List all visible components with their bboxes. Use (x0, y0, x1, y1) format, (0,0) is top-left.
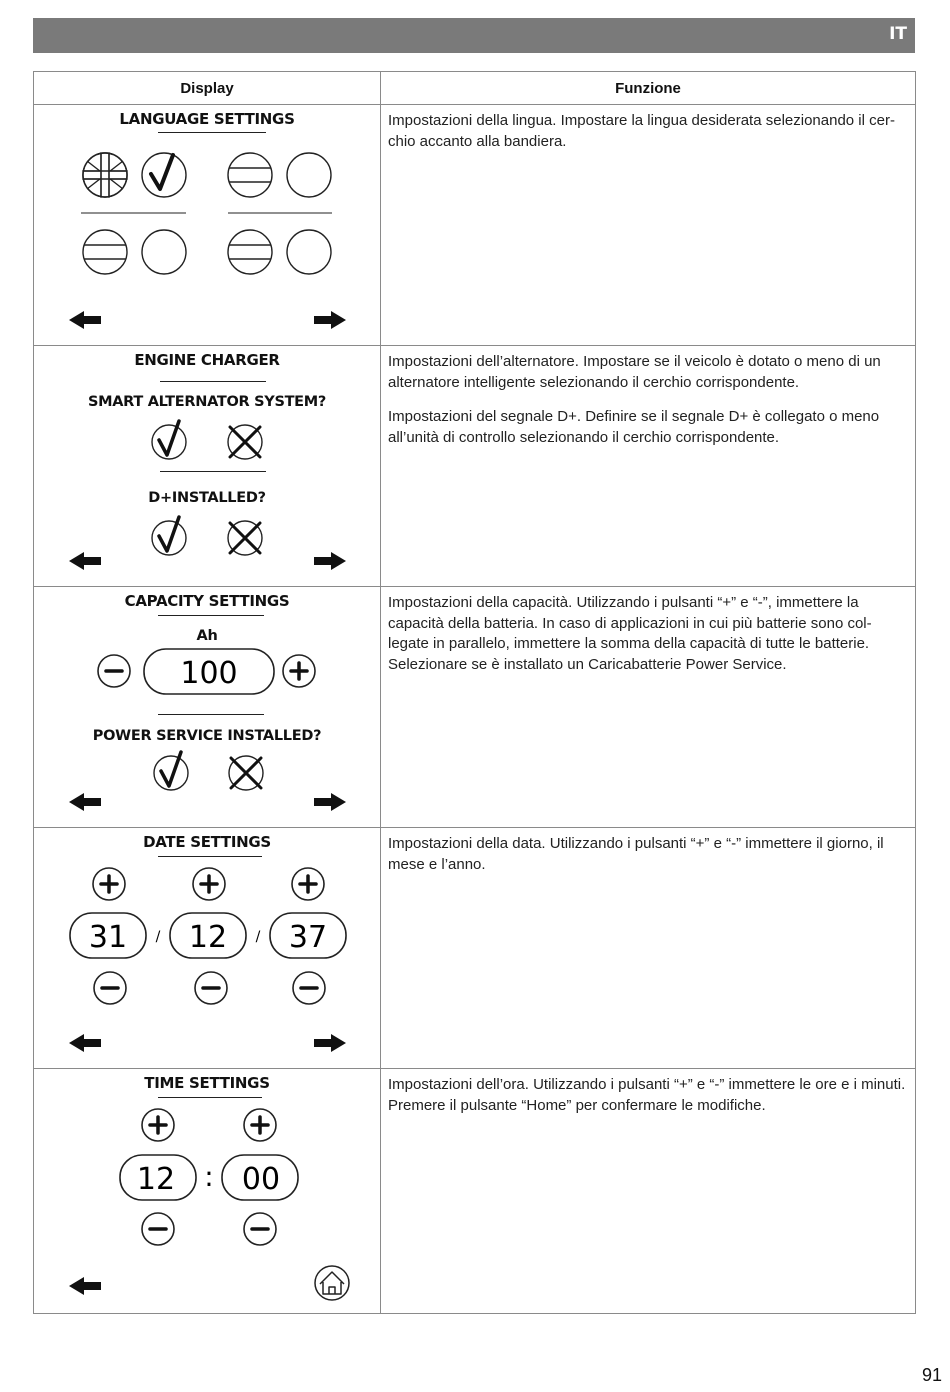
plus-button[interactable] (283, 655, 315, 687)
function-text: Impostazioni dell’ora. Utilizzando i pulsanti “+” e “-” immettere le ore e i minuti. Premere il pulsante “Home” per confermare le modifiche. (388, 1076, 906, 1114)
language-code: IT (889, 24, 907, 44)
column-header-function: Funzione (381, 72, 916, 105)
uk-flag-icon (83, 153, 127, 197)
flag-icon (228, 153, 272, 197)
no-cross-icon[interactable] (229, 756, 263, 790)
capacity-value: 100 (180, 656, 238, 691)
hours-plus-button[interactable] (142, 1109, 174, 1141)
flag-icon (83, 230, 127, 274)
radio-circle[interactable] (142, 230, 186, 274)
date-panel-graphics (34, 828, 381, 1062)
power-service-question: POWER SERVICE INSTALLED? (92, 728, 322, 744)
language-panel-graphics (34, 105, 381, 339)
time-settings-function (381, 1069, 916, 1314)
panel-title: TIME SETTINGS (144, 1074, 270, 1092)
radio-circle[interactable] (287, 230, 331, 274)
day-value: 31 (88, 920, 128, 955)
hours-value: 12 (136, 1162, 176, 1197)
function-text: Impostazioni della capacità. Utilizzando i pulsanti “+” e “-”, immettere la capacità della batteria. In caso di applicazioni in cui più batterie sono col-legate in parallelo, immettere la somma della capacità di tutte le batterie. Selezionare se è installato un Caricabatterie Power Service. (388, 594, 872, 673)
date-separator: / (155, 929, 161, 945)
year-plus-button[interactable] (292, 868, 324, 900)
capacity-panel-graphics (34, 587, 381, 821)
function-table (33, 71, 916, 1314)
arrow-right-icon[interactable] (314, 1034, 346, 1052)
smart-alternator-question: SMART ALTERNATOR SYSTEM? (87, 394, 327, 410)
arrow-left-icon[interactable] (69, 793, 101, 811)
engine-panel-graphics (34, 346, 381, 580)
function-text: Impostazioni della data. Utilizzando i pulsanti “+” e “-” immettere il giorno, il mese e l’anno. (388, 835, 884, 873)
no-cross-icon[interactable] (228, 521, 262, 555)
no-cross-icon[interactable] (228, 425, 262, 459)
date-settings-display (34, 828, 381, 1069)
time-panel-graphics (34, 1069, 381, 1307)
home-icon[interactable] (315, 1266, 349, 1300)
function-text: Impostazioni dell’alternatore. Impostare se il veicolo è dotato o meno di un alternatore intelligente selezionando il cerchio corrispondente. (388, 353, 881, 391)
arrow-right-icon[interactable] (314, 552, 346, 570)
arrow-left-icon[interactable] (69, 311, 101, 329)
arrow-right-icon[interactable] (314, 793, 346, 811)
language-settings-function (381, 105, 916, 346)
arrow-left-icon[interactable] (69, 552, 101, 570)
column-header-display: Display (34, 72, 381, 105)
month-plus-button[interactable] (193, 868, 225, 900)
yes-check-icon[interactable] (152, 517, 186, 555)
arrow-right-icon[interactable] (314, 311, 346, 329)
page-number: 91 (921, 1365, 942, 1385)
d-plus-question: D+INSTALLED? (148, 490, 266, 506)
header-bar (33, 18, 915, 53)
arrow-left-icon[interactable] (69, 1034, 101, 1052)
capacity-settings-function (381, 587, 916, 828)
time-settings-display (34, 1069, 381, 1314)
year-value: 37 (288, 920, 328, 955)
date-separator: / (255, 929, 261, 945)
table-row (34, 1069, 916, 1314)
engine-charger-function (381, 346, 916, 587)
arrow-left-icon[interactable] (69, 1277, 101, 1295)
radio-circle[interactable] (287, 153, 331, 197)
minus-button[interactable] (98, 655, 130, 687)
panel-title: ENGINE CHARGER (134, 351, 280, 369)
capacity-unit: Ah (196, 628, 218, 644)
panel-title: DATE SETTINGS (143, 833, 271, 851)
flag-icon (228, 230, 272, 274)
function-text: Impostazioni del segnale D+. Definire se il segnale D+ è collegato o meno all’unità di controllo selezionando il cerchio corrispondente. (388, 408, 880, 446)
panel-title: LANGUAGE SETTINGS (119, 110, 295, 128)
month-minus-button[interactable] (195, 972, 227, 1004)
date-settings-function (381, 828, 916, 1069)
selected-check-icon[interactable] (142, 153, 186, 197)
language-settings-display (34, 105, 381, 346)
time-separator: : (204, 1160, 214, 1193)
hours-minus-button[interactable] (142, 1213, 174, 1245)
table-row (34, 105, 916, 346)
minutes-minus-button[interactable] (244, 1213, 276, 1245)
year-minus-button[interactable] (293, 972, 325, 1004)
day-plus-button[interactable] (93, 868, 125, 900)
panel-title: CAPACITY SETTINGS (124, 592, 290, 610)
day-minus-button[interactable] (94, 972, 126, 1004)
yes-check-icon[interactable] (154, 752, 188, 790)
table-row (34, 587, 916, 828)
yes-check-icon[interactable] (152, 421, 186, 459)
engine-charger-display (34, 346, 381, 587)
table-row (34, 828, 916, 1069)
capacity-settings-display (34, 587, 381, 828)
function-text: Impostazioni della lingua. Impostare la lingua desiderata selezionando il cer-chio accanto alla bandiera. (388, 112, 895, 150)
minutes-value: 00 (241, 1162, 281, 1197)
table-row (34, 346, 916, 587)
month-value: 12 (188, 920, 228, 955)
minutes-plus-button[interactable] (244, 1109, 276, 1141)
